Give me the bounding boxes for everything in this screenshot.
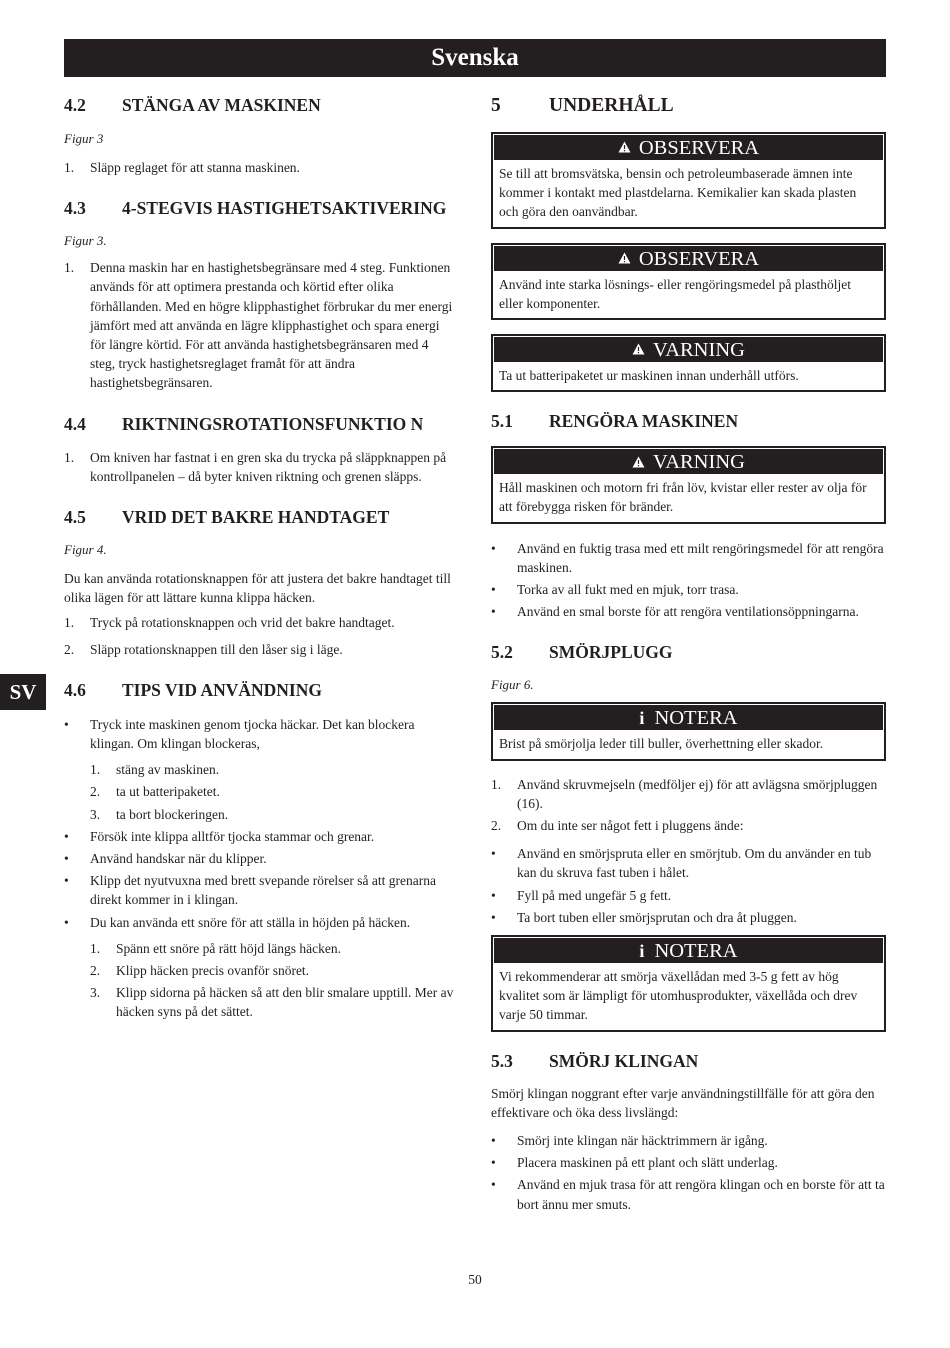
bullet-item <box>64 715 456 753</box>
bullet-marker: • <box>491 582 496 598</box>
section-title: STÄNGA AV MASKINEN <box>122 95 321 115</box>
section-4-3-list <box>64 258 456 392</box>
section-5-1-heading <box>491 410 886 432</box>
notice-label: VARNING <box>653 451 745 474</box>
bullet-item <box>491 908 886 927</box>
warning-notice <box>491 334 886 392</box>
notice-text: Använd inte starka lösnings- eller rengöringsmedel på plasthöljet eller komponenter. <box>499 276 852 311</box>
section-number: 4.6 <box>64 679 86 700</box>
list-item <box>491 816 886 835</box>
warning-triangle-icon <box>632 456 645 468</box>
list-marker: 3. <box>90 985 101 1001</box>
list-marker: 1. <box>491 776 502 792</box>
section-title: UNDERHÅLL <box>549 95 674 116</box>
lubrication-steps <box>491 775 886 836</box>
bullet-marker: • <box>491 1155 496 1171</box>
bullet-marker: • <box>491 1177 496 1193</box>
section-number: 5.3 <box>491 1050 513 1071</box>
sub-item <box>90 983 456 1021</box>
bullet-item <box>491 539 886 577</box>
list-item-text: Om kniven har fastnat i en gren ska du trycka på släppknappen på kontrollpanelen – då byter kniven riktning och grenen släpps. <box>90 449 447 484</box>
bullet-item <box>491 844 886 882</box>
list-item-text: Denna maskin har en hastighetsbegränsare med 4 steg. Funktionen används för att optimera prestanda och körtid efter olika förhållanden. Med en högre klipphastighet förbrukar du mer energi jämfört med att använda en lägre klipphastighet och spara energi för längre körtid. För att använda hastighetsbegränsaren med 4 steg, tryck hastighetsreglaget framåt för att ändra hastighetsbegränsaren. <box>90 260 453 391</box>
bullet-marker: • <box>64 716 69 732</box>
figure-reference: Figur 6. <box>491 677 534 693</box>
warning-triangle-icon <box>632 343 645 355</box>
page-number: 50 <box>468 1272 482 1287</box>
list-item-text: Använd skruvmejseln (medföljer ej) för att avlägsna smörjpluggen (16). <box>517 776 878 811</box>
list-marker: 1. <box>90 762 101 778</box>
list-marker: 3. <box>90 806 101 822</box>
notice-header <box>493 937 884 964</box>
section-number: 4.4 <box>64 413 86 434</box>
section-title: RENGÖRA MASKINEN <box>549 411 739 432</box>
section-4-2-list <box>64 158 456 177</box>
section-intro: Smörj klingan noggrant efter varje användningstillfälle för att göra den effektivare och öka dess livslängd: <box>491 1085 875 1120</box>
info-notice <box>491 935 886 1032</box>
section-title: VRID DET BAKRE HANDTAGET <box>122 507 390 528</box>
section-4-3-heading <box>64 197 456 219</box>
bullet-marker: • <box>64 914 69 930</box>
warning-triangle-icon <box>618 252 631 264</box>
left-column <box>64 94 456 1022</box>
section-4-5-list <box>64 613 456 658</box>
list-item <box>64 448 456 486</box>
info-notice <box>491 702 886 760</box>
notice-header <box>493 336 884 363</box>
list-item <box>64 158 456 177</box>
section-number: 4.3 <box>64 198 86 219</box>
bullet-marker: • <box>491 1133 496 1149</box>
section-number: 4.2 <box>64 95 86 115</box>
list-item <box>64 258 456 392</box>
warning-triangle-icon <box>618 141 631 153</box>
info-icon: i <box>639 708 645 729</box>
section-intro: Du kan använda rotationsknappen för att justera det bakre handtaget till olika lägen för att lättare kunna klippa häcken. <box>64 571 451 606</box>
section-number: 5 <box>491 95 501 116</box>
list-marker: 1. <box>64 160 75 175</box>
notice-text: Ta ut batteripaketet ur maskinen innan underhåll utförs. <box>499 368 799 384</box>
notice-text: Håll maskinen och motorn fri från löv, kvistar eller rester av olja för att förebygga risken för bränder. <box>499 480 867 515</box>
bullet-text: Fyll på med ungefär 5 g fett. <box>517 887 672 903</box>
figure-reference: Figur 3. <box>64 233 107 249</box>
section-title: TIPS VID ANVÄNDNING <box>122 679 322 700</box>
list-item-text: Spänn ett snöre på rätt höjd längs häcken. <box>116 940 341 956</box>
bullet-marker: • <box>491 604 496 620</box>
bullet-marker: • <box>491 540 496 556</box>
notice-text: Se till att bromsvätska, bensin och petroleumbaserade ämnen inte kommer i kontakt med plastdelarna. Kemikalier kan skada plasten och göra den oanvändbar. <box>499 166 857 220</box>
notice-text: Vi rekommenderar att smörja växellådan med 3-5 g fett av hög kvalitet som är lämpligt för utomhusprodukter, växellåda och drev varje 50 timmar. <box>499 969 858 1023</box>
section-5-heading <box>491 94 886 118</box>
notice-label: NOTERA <box>654 707 738 730</box>
list-item-text: stäng av maskinen. <box>116 762 220 778</box>
list-marker: 2. <box>90 784 101 800</box>
caution-notice <box>491 243 886 320</box>
bullet-item <box>64 913 456 932</box>
section-title: RIKTNINGSROTATIONSFUNKTIO N <box>122 413 424 434</box>
bullet-item <box>64 849 456 868</box>
bullet-marker: • <box>491 846 496 862</box>
section-title: 4-STEGVIS HASTIGHETSAKTIVERING <box>122 198 447 219</box>
bullet-text: Försök inte klippa alltför tjocka stammar och grenar. <box>90 828 375 844</box>
list-item-text: Klipp häcken precis ovanför snöret. <box>116 963 310 979</box>
bullet-text: Klipp det nyutvuxna med brett svepande rörelser så att grenarna direkt kommer in i klingan. <box>90 873 437 908</box>
notice-label: VARNING <box>653 339 745 362</box>
bullet-text: Använd en mjuk trasa för att rengöra klingan och en borste för att ta bort ännu mer smuts. <box>517 1177 885 1212</box>
bullet-item <box>491 886 886 905</box>
bullet-marker: • <box>64 873 69 889</box>
section-5-2-heading <box>491 641 886 663</box>
section-4-2-heading <box>64 94 456 116</box>
bullet-text: Placera maskinen på ett plant och slätt underlag. <box>517 1155 778 1171</box>
sub-item <box>90 939 456 958</box>
bullet-text: Använd en smörjspruta eller en smörjtub. Om du använder en tub kan du skruva fast tuben i hålet. <box>517 846 872 881</box>
bullet-text: Använd en smal borste för att rengöra ventilationsöppningarna. <box>517 604 859 620</box>
bullet-marker: • <box>491 887 496 903</box>
section-5-3-heading <box>491 1050 886 1072</box>
list-marker: 2. <box>64 641 75 657</box>
list-item-text: Om du inte ser något fett i pluggens ände: <box>517 818 744 834</box>
figure-reference: Figur 3 <box>64 131 104 146</box>
list-item-text: Släpp rotationsknappen till den låser sig i läge. <box>90 641 343 657</box>
section-4-4-heading <box>64 413 456 435</box>
section-title: SMÖRJ KLINGAN <box>549 1050 699 1071</box>
list-item-text: Tryck på rotationsknappen och vrid det bakre handtaget. <box>90 615 395 631</box>
list-item <box>491 775 886 813</box>
bullet-text: Använd en fuktig trasa med ett milt rengöringsmedel för att rengöra maskinen. <box>517 540 884 575</box>
notice-header <box>493 245 884 272</box>
right-column <box>491 94 886 1214</box>
list-marker: 1. <box>64 449 75 465</box>
notice-label: OBSERVERA <box>638 247 760 270</box>
section-number: 5.1 <box>491 411 513 432</box>
section-number: 4.5 <box>64 507 86 528</box>
bullet-text: Du kan använda ett snöre för att ställa in höjden på häcken. <box>90 914 411 930</box>
sub-item <box>90 961 456 980</box>
sub-item <box>90 760 456 779</box>
list-item-text: Klipp sidorna på häcken så att den blir smalare upptill. Mer av häcken syns på det sättet. <box>116 985 454 1020</box>
list-item-text: ta ut batteripaketet. <box>116 784 220 800</box>
bullet-item <box>491 1131 886 1150</box>
section-4-5-heading <box>64 506 456 528</box>
language-side-tab <box>0 674 46 710</box>
section-4-4-list <box>64 448 456 486</box>
caution-notice <box>491 132 886 229</box>
section-title: SMÖRJPLUGG <box>549 642 673 663</box>
section-number: 5.2 <box>491 642 513 663</box>
bullet-item <box>491 1175 886 1213</box>
bullet-marker: • <box>64 851 69 867</box>
tips-list-2 <box>64 827 456 932</box>
notice-header <box>493 704 884 731</box>
notice-header <box>493 134 884 161</box>
notice-header <box>493 448 884 475</box>
banner-title: Svenska <box>431 44 519 71</box>
list-marker: 1. <box>64 260 75 276</box>
bullet-marker: • <box>64 828 69 844</box>
language-banner <box>64 39 886 77</box>
bullet-item <box>491 580 886 599</box>
cleaning-list <box>491 539 886 622</box>
sub-item <box>90 805 456 824</box>
bullet-item <box>491 602 886 621</box>
warning-notice <box>491 446 886 523</box>
list-marker: 2. <box>491 818 502 834</box>
list-item-text: Släpp reglaget för att stanna maskinen. <box>90 160 300 175</box>
bullet-item <box>64 871 456 909</box>
bullet-item <box>491 1153 886 1172</box>
list-marker: 1. <box>64 615 75 631</box>
bullet-text: Tryck inte maskinen genom tjocka häckar. Det kan blockera klingan. Om klingan blockeras, <box>90 716 415 752</box>
section-4-6-heading <box>64 679 456 701</box>
notice-label: NOTERA <box>654 940 738 963</box>
bullet-text: Använd handskar när du klipper. <box>90 851 267 867</box>
notice-text: Brist på smörjolja leder till buller, överhettning eller skador. <box>499 736 824 752</box>
list-item <box>64 640 456 659</box>
bullet-marker: • <box>491 909 496 925</box>
list-marker: 2. <box>90 963 101 979</box>
sub-item <box>90 782 456 801</box>
side-tab-label: SV <box>9 680 37 704</box>
bullet-text: Torka av all fukt med en mjuk, torr trasa. <box>517 582 739 598</box>
tips-list-1 <box>64 715 456 753</box>
info-icon: i <box>639 941 645 962</box>
bullet-text: Smörj inte klingan när häcktrimmern är igång. <box>517 1133 768 1149</box>
notice-label: OBSERVERA <box>638 137 760 159</box>
list-item <box>64 613 456 632</box>
blade-lubrication-list <box>491 1131 886 1214</box>
tips-sublist-1 <box>90 760 456 824</box>
figure-reference: Figur 4. <box>64 542 107 558</box>
bullet-item <box>64 827 456 846</box>
list-marker: 1. <box>90 940 101 956</box>
lubrication-bullets <box>491 844 886 927</box>
bullet-text: Ta bort tuben eller smörjsprutan och dra åt pluggen. <box>517 909 797 925</box>
list-item-text: ta bort blockeringen. <box>116 806 229 822</box>
tips-sublist-2 <box>90 939 456 1022</box>
